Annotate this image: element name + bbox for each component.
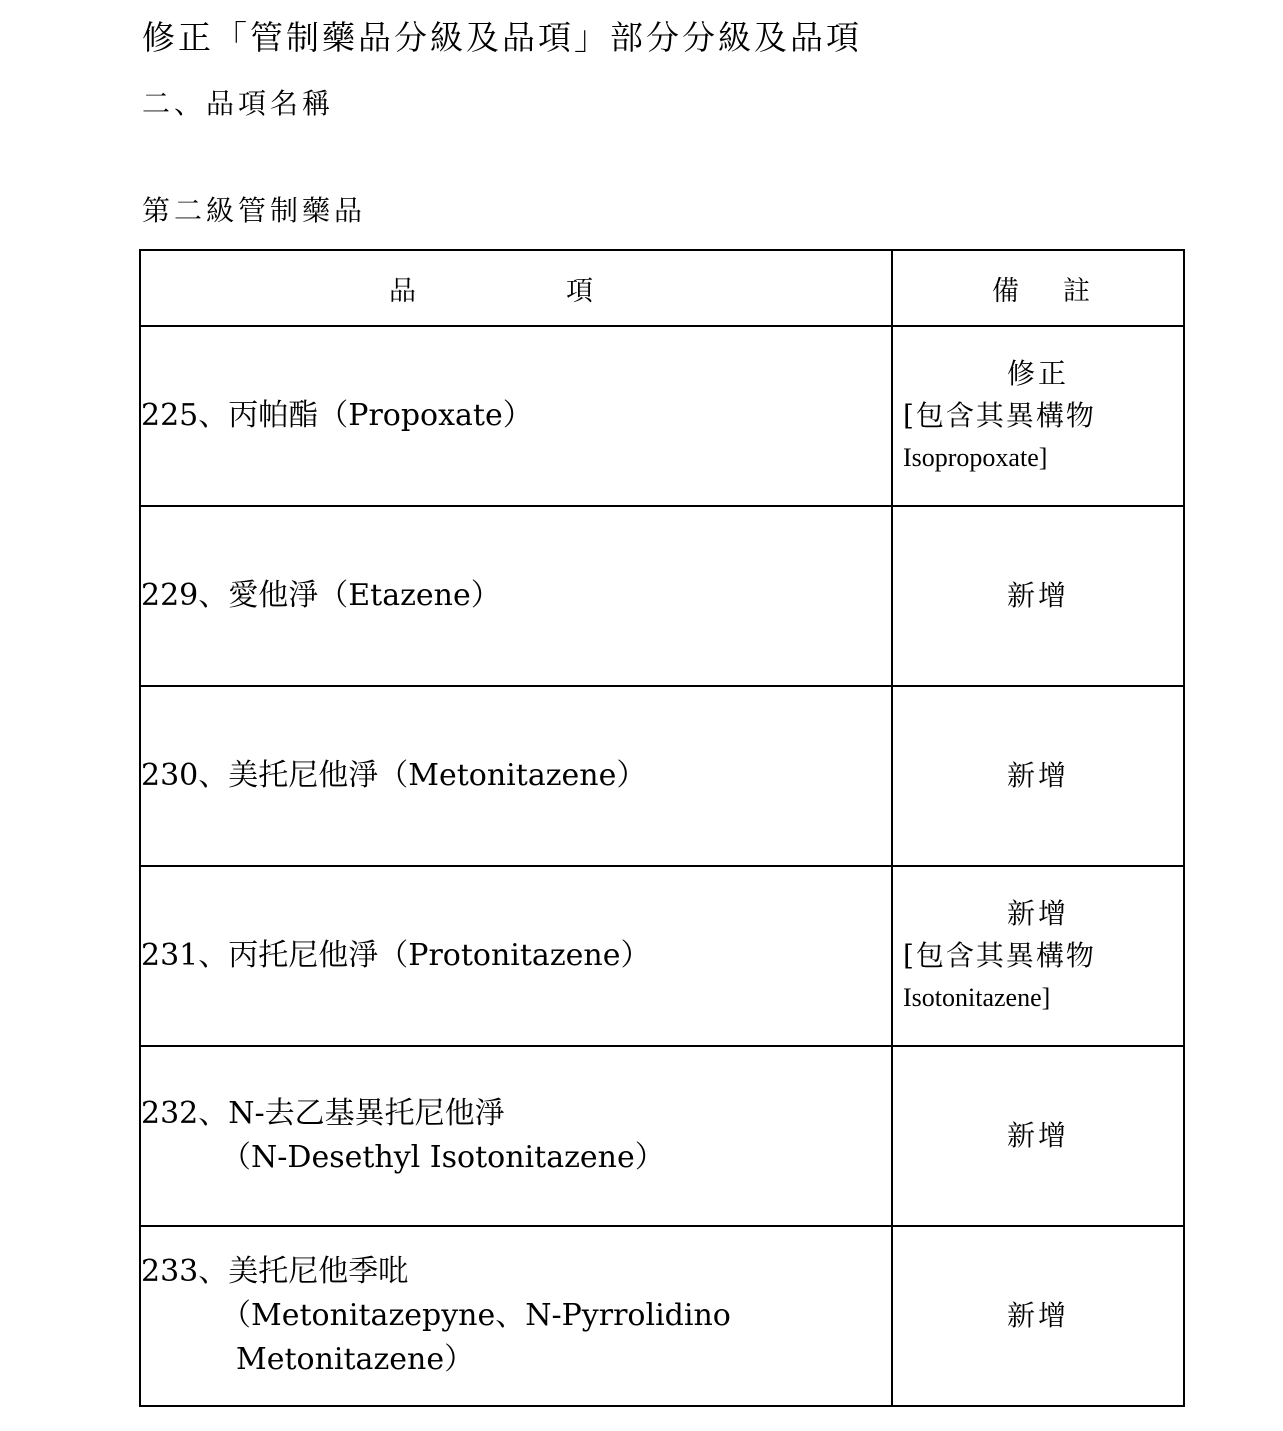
note-cell	[892, 866, 1184, 1046]
item-cell	[140, 1046, 892, 1226]
subsection-heading: 第二級管制藥品	[142, 194, 367, 227]
item-cell	[140, 506, 892, 686]
item-column-header	[140, 250, 892, 326]
note-column-header	[892, 250, 1184, 326]
note-cell	[892, 326, 1184, 506]
note-extra: [包含其異構物	[903, 399, 1096, 432]
table-header-row	[140, 250, 1184, 326]
item-text: 225、丙帕酯（Propoxate）	[141, 398, 533, 433]
item-cell	[140, 326, 892, 506]
item-header-char-2: 項	[566, 275, 593, 307]
item-cell	[140, 1226, 892, 1406]
item-text-continued: Metonitazene）	[236, 1342, 475, 1377]
item-text: 231、丙托尼他淨（Protonitazene）	[141, 938, 651, 973]
note-status: 新增	[1006, 897, 1069, 930]
note-header-char-2: 註	[1063, 275, 1090, 307]
note-status: 新增	[1006, 759, 1069, 792]
note-isomer-name: Isopropoxate]	[903, 443, 1048, 472]
note-isomer-name: Isotonitazene]	[903, 983, 1051, 1012]
note-status: 新增	[1006, 1119, 1069, 1152]
item-text: 233、美托尼他季吡	[141, 1254, 409, 1289]
note-cell	[892, 506, 1184, 686]
item-text: 229、愛他淨（Etazene）	[141, 578, 501, 613]
table-row	[140, 506, 1184, 686]
item-cell	[140, 866, 892, 1046]
note-cell	[892, 686, 1184, 866]
item-text: 230、美托尼他淨（Metonitazene）	[141, 758, 647, 793]
note-cell	[892, 1046, 1184, 1226]
table-row	[140, 686, 1184, 866]
document-title: 修正「管制藥品分級及品項」部分分級及品項	[142, 18, 862, 57]
table-row	[140, 866, 1184, 1046]
item-text-continued: （N-Desethyl Isotonitazene）	[221, 1140, 665, 1175]
note-header-char-1: 備	[992, 275, 1019, 307]
item-header-char-1: 品	[389, 275, 416, 307]
table-row	[140, 1226, 1184, 1406]
item-cell	[140, 686, 892, 866]
note-extra: [包含其異構物	[903, 939, 1096, 972]
note-status: 新增	[1006, 579, 1069, 612]
section-heading: 二、品項名稱	[142, 87, 335, 120]
table-row	[140, 326, 1184, 506]
note-cell	[892, 1226, 1184, 1406]
item-text: 232、N-去乙基異托尼他淨	[141, 1096, 505, 1131]
note-status: 修正	[1006, 357, 1069, 390]
controlled-drug-table	[139, 249, 1185, 1407]
item-text-continued: （Metonitazepyne、N-Pyrrolidino	[221, 1298, 731, 1333]
note-status: 新增	[1006, 1299, 1069, 1332]
table-row	[140, 1046, 1184, 1226]
